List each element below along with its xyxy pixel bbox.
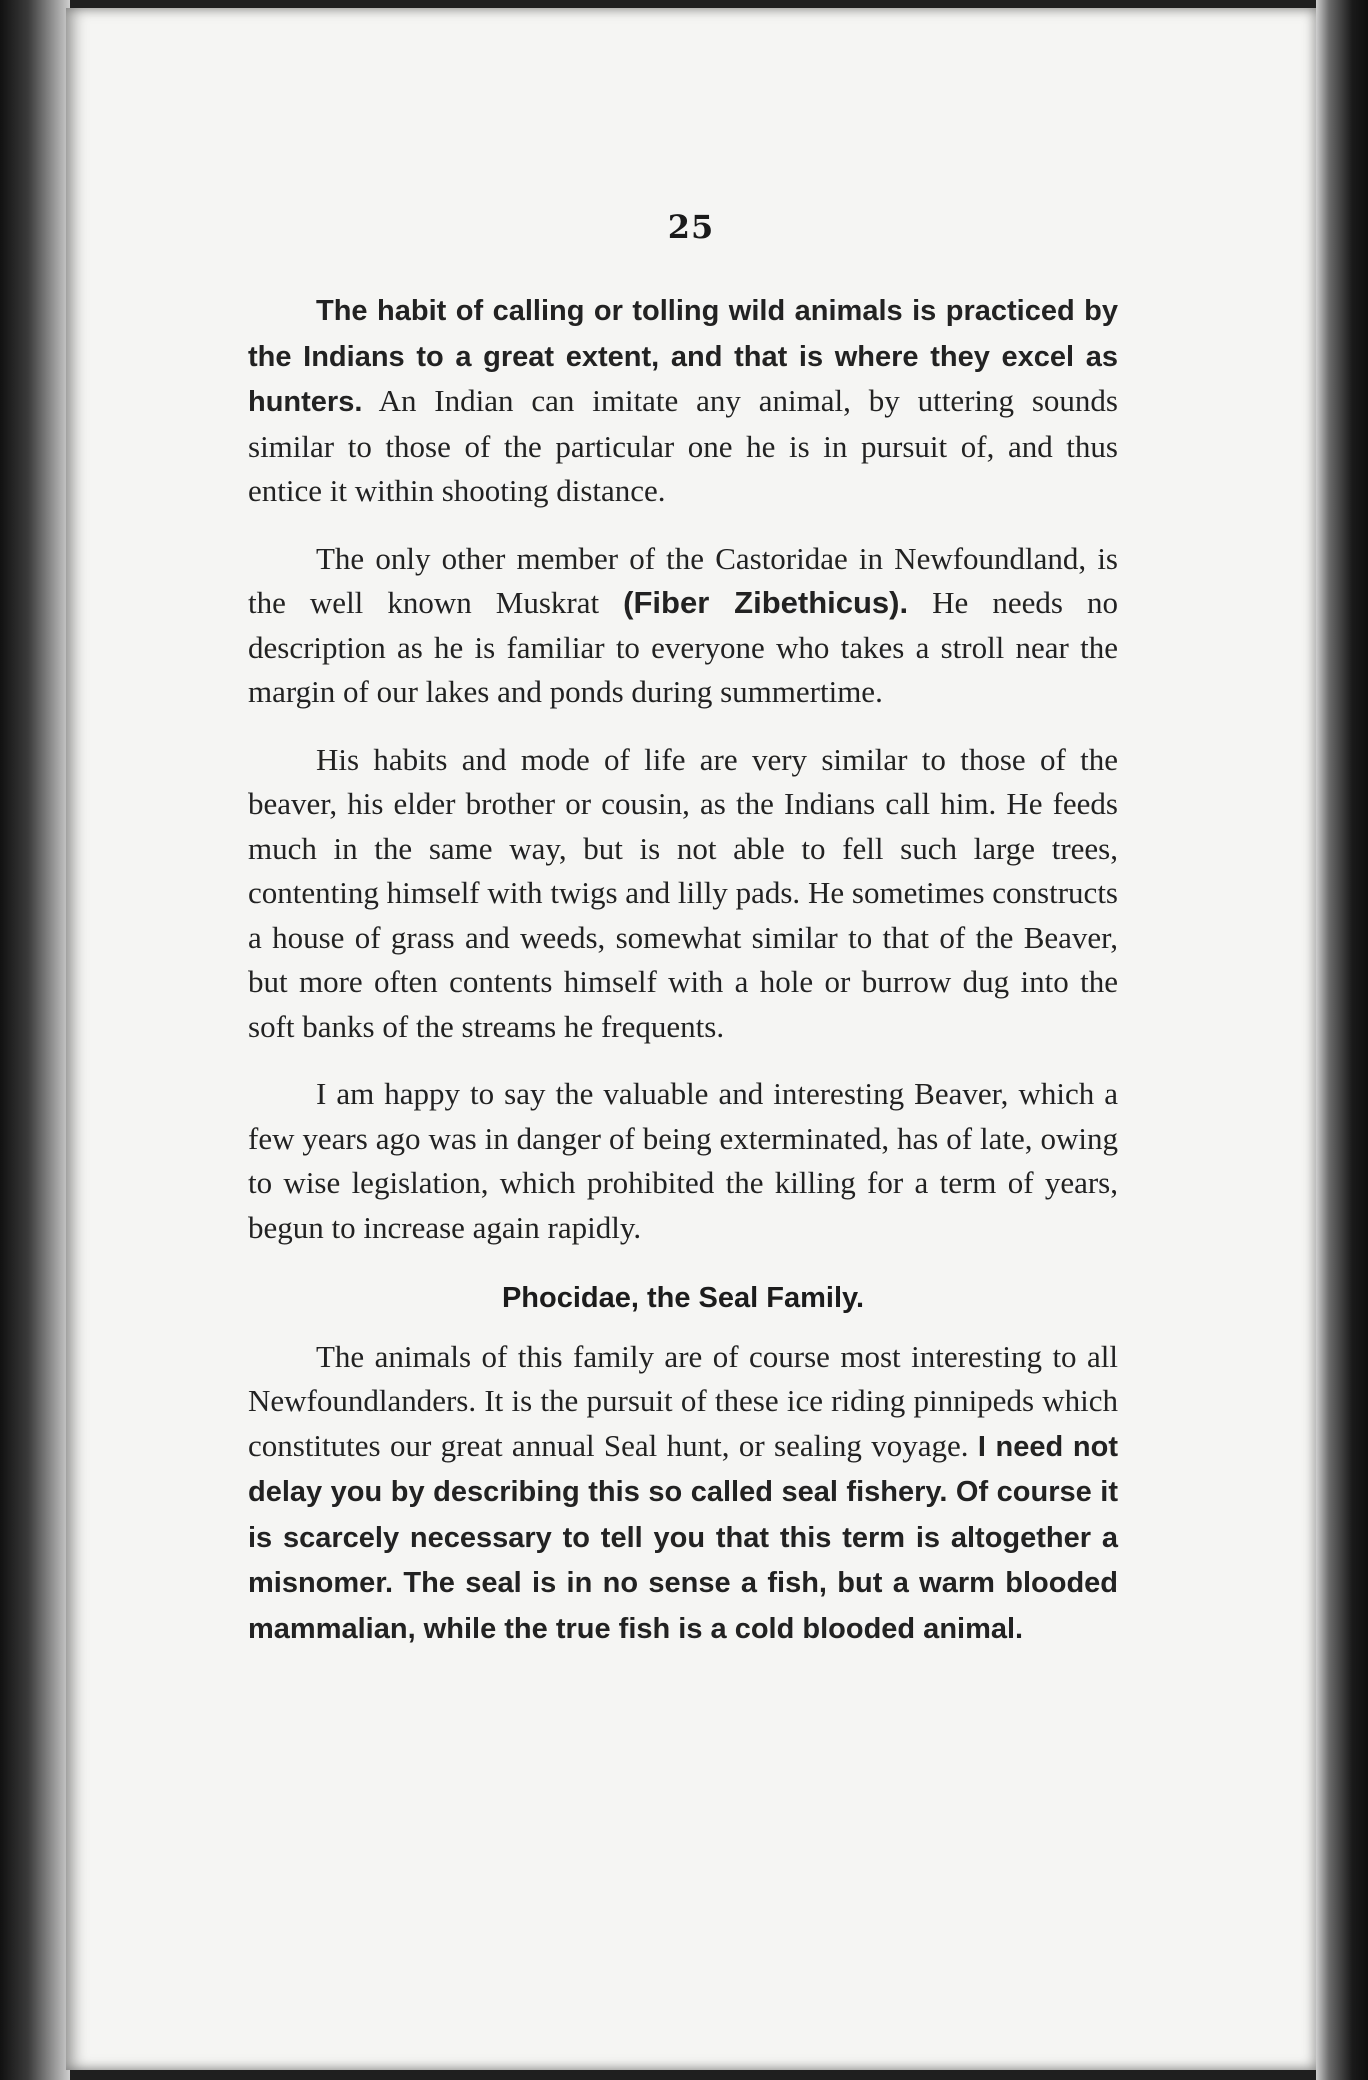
paragraph-tolling-regular: An Indian can imitate any animal, by uttering sounds similar to those of the particular one he is in pursuit of, and thus entice it within shooting distance. (248, 383, 1118, 508)
page-number: 25 (667, 208, 715, 246)
paragraph-habits: His habits and mode of life are very similar to those of the beaver, his elder brother or cousin, as the Indians call him. He feeds much in the same way, but is not able to fell such large trees, contenting himself with twigs and lilly pads. He sometimes constructs a house of grass and weeds, somewhat similar to that of the Beaver, but more often contents himself with a hole or burrow dug into the soft banks of the streams he frequents. (248, 741, 1118, 1044)
paragraph-seal (248, 1335, 1118, 1652)
paragraph-seal-bold: I need not delay you by describing this so called seal fishery. Of course it is scarcely necessary to tell you that this term is altogether a misnomer. The seal is in no sense a fish, but a warm blooded mammalian, while the true fish is a cold blooded animal. (248, 1430, 1118, 1645)
paragraph-muskrat (248, 537, 1118, 715)
paragraph-muskrat-rest: He needs no description as he is familiar to everyone who takes a stroll near the margin of our lakes and ponds during summertime. (248, 585, 1118, 709)
section-heading: Phocidae, the Seal Family. (501, 1282, 865, 1314)
paragraph-beaver: I am happy to say the valuable and interesting Beaver, which a few years ago was in danger of being exterminated, has of late, owing to wise legislation, which prohibited the killing for a term of years, begun to increase again rapidly. (248, 1076, 1118, 1245)
book-page (66, 8, 1316, 2070)
page-edge (1316, 0, 1368, 2080)
page-body (248, 288, 1118, 1651)
muskrat-scientific-name: (Fiber Zibethicus). (623, 585, 909, 620)
paragraph-tolling (248, 288, 1118, 514)
paragraph-tolling-bold: The habit of calling or tolling wild animals is practiced by the Indians to a great extent, and that is where they excel as hunters. (248, 295, 1118, 418)
paragraph-muskrat-intro: The only other member of the Castoridae in Newfoundland, is the well known Muskrat (248, 540, 1118, 620)
binding-shadow (0, 0, 70, 2080)
paragraph-seal-regular: The animals of this family are of course most interesting to all Newfoundlanders. It is the pursuit of these ice riding pinnipeds which constitutes our great annual Seal hunt, or sealing voyage. (248, 1338, 1118, 1463)
